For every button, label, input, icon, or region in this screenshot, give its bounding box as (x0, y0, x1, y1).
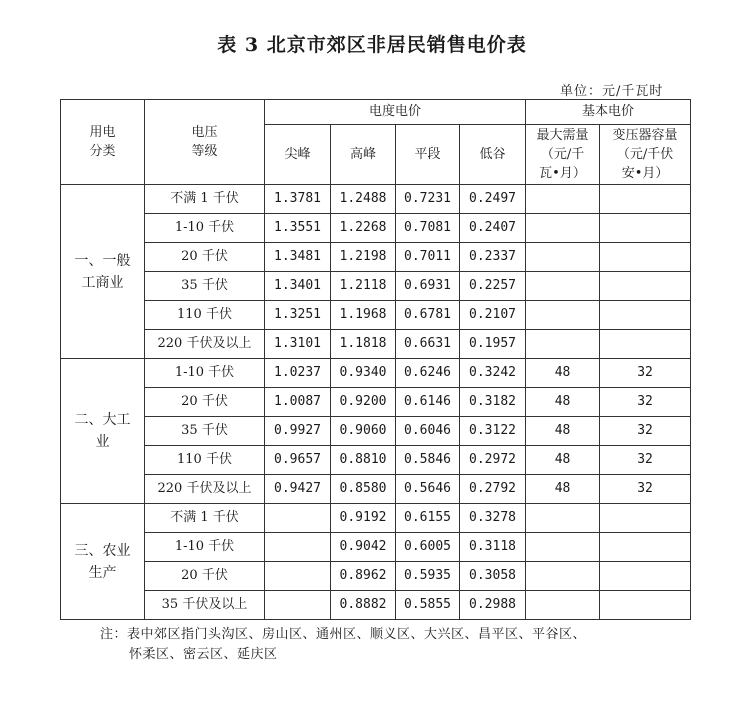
sharp-peak-cell: 0.9427 (265, 475, 331, 504)
voltage-cell: 35 千伏 (145, 417, 265, 446)
sharp-peak-cell: 0.9657 (265, 446, 331, 475)
flat-cell: 0.6046 (396, 417, 460, 446)
category-cell: 二、大工 业 (61, 359, 145, 504)
header-max-demand: 最大需量 （元/千 瓦•月） (526, 125, 600, 185)
transformer-capacity-cell (600, 562, 691, 591)
valley-cell: 0.2257 (460, 272, 526, 301)
table-title: 表 3 北京市郊区非居民销售电价表 (217, 34, 527, 56)
transformer-capacity-cell: 32 (600, 475, 691, 504)
transformer-capacity-cell: 32 (600, 388, 691, 417)
table-body (61, 185, 691, 620)
valley-cell: 0.2107 (460, 301, 526, 330)
peak-cell: 0.8810 (331, 446, 396, 475)
valley-cell: 0.3122 (460, 417, 526, 446)
table-row (61, 562, 691, 591)
flat-cell: 0.5935 (396, 562, 460, 591)
flat-cell: 0.7011 (396, 243, 460, 272)
voltage-cell: 110 千伏 (145, 301, 265, 330)
table-row (61, 185, 691, 214)
max-demand-cell (526, 504, 600, 533)
header-energy-price: 电度电价 (265, 100, 526, 125)
max-demand-cell: 48 (526, 446, 600, 475)
flat-cell: 0.6005 (396, 533, 460, 562)
max-demand-cell: 48 (526, 475, 600, 504)
transformer-capacity-cell (600, 330, 691, 359)
transformer-capacity-cell (600, 272, 691, 301)
max-demand-cell: 48 (526, 417, 600, 446)
valley-cell: 0.3058 (460, 562, 526, 591)
table-row (61, 446, 691, 475)
sharp-peak-cell: 1.0087 (265, 388, 331, 417)
table-row (61, 301, 691, 330)
transformer-capacity-cell: 32 (600, 417, 691, 446)
voltage-cell: 220 千伏及以上 (145, 330, 265, 359)
peak-cell: 0.8962 (331, 562, 396, 591)
flat-cell: 0.5646 (396, 475, 460, 504)
voltage-cell: 220 千伏及以上 (145, 475, 265, 504)
flat-cell: 0.6146 (396, 388, 460, 417)
voltage-cell: 20 千伏 (145, 562, 265, 591)
max-demand-cell (526, 330, 600, 359)
peak-cell: 1.2198 (331, 243, 396, 272)
sharp-peak-cell: 1.3401 (265, 272, 331, 301)
header-basic-price: 基本电价 (526, 100, 691, 125)
header-sharp-peak: 尖峰 (265, 125, 331, 185)
header-valley: 低谷 (460, 125, 526, 185)
max-demand-cell (526, 243, 600, 272)
valley-cell: 0.3118 (460, 533, 526, 562)
sharp-peak-cell: 0.9927 (265, 417, 331, 446)
footnote-line-2: 怀柔区、密云区、延庆区 (129, 647, 278, 662)
table-row (61, 591, 691, 620)
voltage-cell: 20 千伏 (145, 243, 265, 272)
flat-cell: 0.6631 (396, 330, 460, 359)
flat-cell: 0.5846 (396, 446, 460, 475)
peak-cell: 1.1818 (331, 330, 396, 359)
sharp-peak-cell: 1.3481 (265, 243, 331, 272)
header-peak: 高峰 (331, 125, 396, 185)
table-row (61, 272, 691, 301)
transformer-capacity-cell (600, 533, 691, 562)
voltage-cell: 1-10 千伏 (145, 533, 265, 562)
peak-cell: 0.9042 (331, 533, 396, 562)
valley-cell: 0.3182 (460, 388, 526, 417)
table-row (61, 388, 691, 417)
max-demand-cell: 48 (526, 388, 600, 417)
valley-cell: 0.3242 (460, 359, 526, 388)
header-category: 用电 分类 (61, 100, 145, 185)
max-demand-cell (526, 533, 600, 562)
max-demand-cell (526, 301, 600, 330)
voltage-cell: 35 千伏 (145, 272, 265, 301)
transformer-capacity-cell (600, 214, 691, 243)
peak-cell: 0.8580 (331, 475, 396, 504)
unit-label: 单位：元/千瓦时 (560, 84, 664, 99)
voltage-cell: 110 千伏 (145, 446, 265, 475)
footnote-line-1: 注：表中郊区指门头沟区、房山区、通州区、顺义区、大兴区、昌平区、平谷区、 (100, 627, 587, 642)
flat-cell: 0.7081 (396, 214, 460, 243)
header-voltage: 电压 等级 (145, 100, 265, 185)
peak-cell: 0.9200 (331, 388, 396, 417)
sharp-peak-cell: 1.3251 (265, 301, 331, 330)
table-row (61, 417, 691, 446)
valley-cell: 0.2792 (460, 475, 526, 504)
flat-cell: 0.6246 (396, 359, 460, 388)
voltage-cell: 20 千伏 (145, 388, 265, 417)
table-row (61, 504, 691, 533)
transformer-capacity-cell (600, 243, 691, 272)
peak-cell: 0.9340 (331, 359, 396, 388)
peak-cell: 1.2488 (331, 185, 396, 214)
peak-cell: 0.9192 (331, 504, 396, 533)
sharp-peak-cell: 1.3101 (265, 330, 331, 359)
voltage-cell: 不满 1 千伏 (145, 504, 265, 533)
flat-cell: 0.6931 (396, 272, 460, 301)
voltage-cell: 1-10 千伏 (145, 214, 265, 243)
price-table (60, 99, 691, 620)
flat-cell: 0.7231 (396, 185, 460, 214)
valley-cell: 0.2407 (460, 214, 526, 243)
peak-cell: 1.2268 (331, 214, 396, 243)
table-row (61, 243, 691, 272)
sharp-peak-cell: 1.3551 (265, 214, 331, 243)
peak-cell: 1.2118 (331, 272, 396, 301)
sharp-peak-cell (265, 504, 331, 533)
max-demand-cell (526, 214, 600, 243)
flat-cell: 0.6781 (396, 301, 460, 330)
flat-cell: 0.6155 (396, 504, 460, 533)
peak-cell: 0.8882 (331, 591, 396, 620)
valley-cell: 0.2972 (460, 446, 526, 475)
max-demand-cell (526, 272, 600, 301)
max-demand-cell: 48 (526, 359, 600, 388)
voltage-cell: 不满 1 千伏 (145, 185, 265, 214)
transformer-capacity-cell (600, 504, 691, 533)
voltage-cell: 1-10 千伏 (145, 359, 265, 388)
table-row (61, 533, 691, 562)
max-demand-cell (526, 562, 600, 591)
sharp-peak-cell (265, 533, 331, 562)
valley-cell: 0.2497 (460, 185, 526, 214)
sharp-peak-cell: 1.3781 (265, 185, 331, 214)
table-row (61, 359, 691, 388)
valley-cell: 0.1957 (460, 330, 526, 359)
transformer-capacity-cell: 32 (600, 359, 691, 388)
transformer-capacity-cell (600, 301, 691, 330)
category-cell: 一、一般 工商业 (61, 185, 145, 359)
header-flat: 平段 (396, 125, 460, 185)
max-demand-cell (526, 591, 600, 620)
table-row (61, 475, 691, 504)
transformer-capacity-cell (600, 591, 691, 620)
flat-cell: 0.5855 (396, 591, 460, 620)
sharp-peak-cell: 1.0237 (265, 359, 331, 388)
footnote (100, 625, 586, 665)
transformer-capacity-cell: 32 (600, 446, 691, 475)
table-row (61, 214, 691, 243)
max-demand-cell (526, 185, 600, 214)
peak-cell: 0.9060 (331, 417, 396, 446)
sharp-peak-cell (265, 562, 331, 591)
sharp-peak-cell (265, 591, 331, 620)
header-transformer-capacity: 变压器容量 （元/千伏 安•月） (600, 125, 691, 185)
peak-cell: 1.1968 (331, 301, 396, 330)
category-cell: 三、农业 生产 (61, 504, 145, 620)
table-row (61, 330, 691, 359)
transformer-capacity-cell (600, 185, 691, 214)
valley-cell: 0.2337 (460, 243, 526, 272)
valley-cell: 0.2988 (460, 591, 526, 620)
voltage-cell: 35 千伏及以上 (145, 591, 265, 620)
valley-cell: 0.3278 (460, 504, 526, 533)
